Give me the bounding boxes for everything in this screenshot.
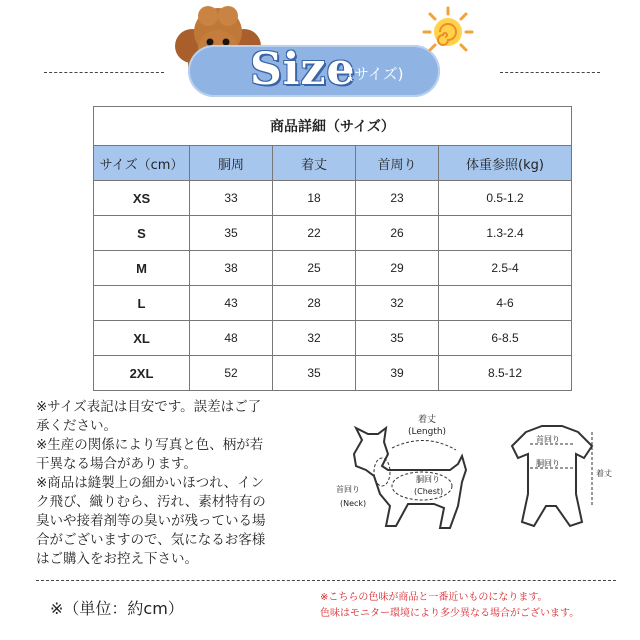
note-line: はご購入をお控え下さい。: [36, 551, 198, 567]
cell-neck: 39: [356, 356, 439, 391]
column-header-chest: 胴周: [190, 146, 273, 181]
unit-note: ※（単位：約cm）: [50, 599, 184, 618]
page-title: Size: [250, 44, 356, 95]
cell-neck: 32: [356, 286, 439, 321]
cell-size: S: [94, 216, 190, 251]
note-line: ※生産の関係により写真と色、柄が若: [36, 437, 264, 453]
cell-weight: 0.5-1.2: [439, 181, 572, 216]
cell-neck: 35: [356, 321, 439, 356]
table-row: [94, 286, 572, 321]
cell-length: 32: [273, 321, 356, 356]
cell-size: XS: [94, 181, 190, 216]
color-disclaimer: [320, 590, 630, 622]
cell-length: 22: [273, 216, 356, 251]
note-line: ※サイズ表記は目安です。誤差はご了: [36, 399, 262, 415]
cell-weight: 1.3-2.4: [439, 216, 572, 251]
shirt-chest-label: 胴回り: [536, 459, 560, 468]
cell-neck: 26: [356, 216, 439, 251]
note-line: ※商品は縫製上の細かいほつれ、イン: [36, 475, 265, 491]
length-label: 着丈: [418, 415, 437, 425]
color-disclaimer-line: 色味はモニター環境により多少異なる場合がございます。: [320, 608, 580, 619]
note-line: 臭いや接着剤等の臭いが残っている場: [36, 513, 266, 529]
header-divider-right: [500, 72, 600, 73]
cell-size: XL: [94, 321, 190, 356]
cell-chest: 33: [190, 181, 273, 216]
cell-length: 25: [273, 251, 356, 286]
shirt-neck-label: 首回り: [536, 435, 560, 444]
column-header-weight: 体重参照(kg): [439, 146, 572, 181]
cell-weight: 8.5-12: [439, 356, 572, 391]
cell-neck: 23: [356, 181, 439, 216]
table-header-row: [94, 146, 572, 181]
cell-chest: 52: [190, 356, 273, 391]
table-row: [94, 321, 572, 356]
note-line: 合がございますので、気になるお客様: [36, 532, 266, 548]
table-row: [94, 216, 572, 251]
cell-chest: 35: [190, 216, 273, 251]
cell-length: 28: [273, 286, 356, 321]
neck-label-en: (Neck): [340, 499, 367, 508]
cell-chest: 38: [190, 251, 273, 286]
cell-weight: 6-8.5: [439, 321, 572, 356]
cell-length: 35: [273, 356, 356, 391]
header-divider-left: [44, 72, 164, 73]
shirt-length-label: 着丈: [596, 469, 612, 478]
notes-text: [36, 398, 328, 569]
cell-size: 2XL: [94, 356, 190, 391]
cell-size: M: [94, 251, 190, 286]
cell-length: 18: [273, 181, 356, 216]
column-header-length: 着丈: [273, 146, 356, 181]
note-line: 干異なる場合があります。: [36, 456, 197, 472]
column-header-neck: 首周り: [356, 146, 439, 181]
sun-icon: [418, 4, 478, 60]
dog-outline: [354, 428, 466, 528]
chest-label: 胴回り: [416, 475, 440, 484]
table-row: [94, 356, 572, 391]
length-label-en: (Length): [408, 427, 447, 437]
chest-label-en: (Chest): [414, 487, 444, 496]
cell-chest: 48: [190, 321, 273, 356]
color-disclaimer-line: ※こちらの色味が商品と一番近いものになります。: [320, 592, 548, 603]
measurement-diagram: [330, 410, 620, 560]
table-caption: 商品詳細（サイズ）: [94, 107, 572, 146]
page-subtitle: (サイズ): [348, 65, 404, 83]
cell-chest: 43: [190, 286, 273, 321]
note-line: ク飛び、織りむら、汚れ、素材特有の: [36, 494, 266, 510]
note-line: 承ください。: [36, 418, 117, 434]
table-row: [94, 181, 572, 216]
cell-weight: 2.5-4: [439, 251, 572, 286]
neck-label: 首回り: [336, 485, 360, 494]
cell-neck: 29: [356, 251, 439, 286]
footer-divider: [36, 580, 616, 581]
size-table: [93, 106, 572, 391]
cell-size: L: [94, 286, 190, 321]
cell-weight: 4-6: [439, 286, 572, 321]
column-header-size: サイズ（cm）: [94, 146, 190, 181]
table-row: [94, 251, 572, 286]
